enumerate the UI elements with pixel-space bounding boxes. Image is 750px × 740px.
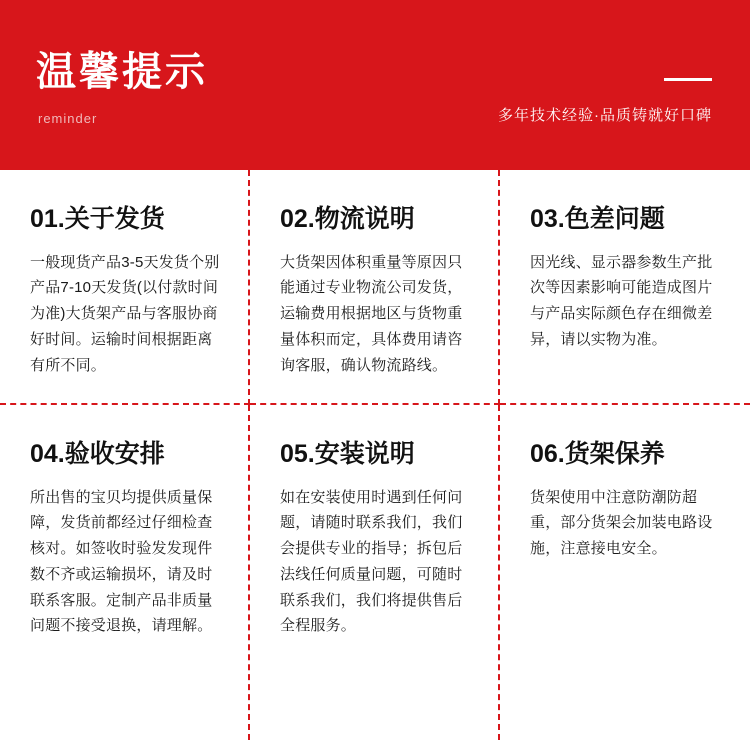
tip-title-06	[530, 441, 726, 469]
tip-body-02: 大货架因体积重量等原因只能通过专业物流公司发货，运输费用根据地区与货物重量体积而定，具体费用请咨询客服，确认物流路线。	[280, 253, 463, 374]
tip-body-03: 因光线、显示器参数生产批次等因素影响可能造成图片与产品实际颜色存在细微差异，请以实物为准。	[530, 253, 713, 348]
page-subtitle: reminder	[38, 111, 98, 126]
tip-card-02	[250, 170, 500, 405]
tip-card-06	[500, 405, 750, 740]
tip-label-01: 关于发货	[64, 205, 165, 233]
tip-title-02	[280, 206, 474, 234]
page-header	[0, 0, 750, 170]
tip-body-05: 如在安装使用时遇到任何问题，请随时联系我们，我们会提供专业的指导；拆包后法线任何质量问题，可随时联系我们，我们将提供售后全程服务。	[280, 488, 463, 635]
tip-body-01: 一般现货产品3-5天发货个别产品7-10天发货(以付款时间为准)大货架产品与客服协商好时间。运输时间根据距离有所不同。	[30, 253, 220, 374]
tip-label-02: 物流说明	[314, 205, 415, 233]
tip-number-05: 05.	[280, 440, 315, 468]
tip-card-03	[500, 170, 750, 405]
tip-label-03: 色差问题	[564, 205, 665, 233]
tip-title-01	[30, 206, 224, 234]
page-title: 温馨提示	[36, 50, 208, 94]
header-inner	[0, 0, 750, 170]
tip-body-04: 所出售的宝贝均提供质量保障，发货前都经过仔细检查核对。如签收时验发发现件数不齐或运输损坏，请及时联系客服。定制产品非质量问题不接受退换，请理解。	[30, 488, 213, 635]
tip-number-04: 04.	[30, 440, 65, 468]
tip-card-04	[0, 405, 250, 740]
tip-number-02: 02.	[280, 205, 315, 233]
divider-dash	[664, 78, 712, 81]
tip-card-05	[250, 405, 500, 740]
tip-title-03	[530, 206, 726, 234]
tip-number-01: 01.	[30, 205, 65, 233]
tip-number-06: 06.	[530, 440, 565, 468]
tip-title-04	[30, 441, 224, 469]
header-slogan: 多年技术经验·品质铸就好口碑	[498, 107, 712, 124]
tip-card-01	[0, 170, 250, 405]
tip-label-04: 验收安排	[64, 440, 165, 468]
tip-body-06: 货架使用中注意防潮防超重，部分货架会加装电路设施，注意接电安全。	[530, 488, 713, 558]
tips-grid	[0, 170, 750, 740]
tip-label-06: 货架保养	[564, 440, 665, 468]
tip-title-05	[280, 441, 474, 469]
tip-number-03: 03.	[530, 205, 565, 233]
tip-label-05: 安装说明	[314, 440, 415, 468]
